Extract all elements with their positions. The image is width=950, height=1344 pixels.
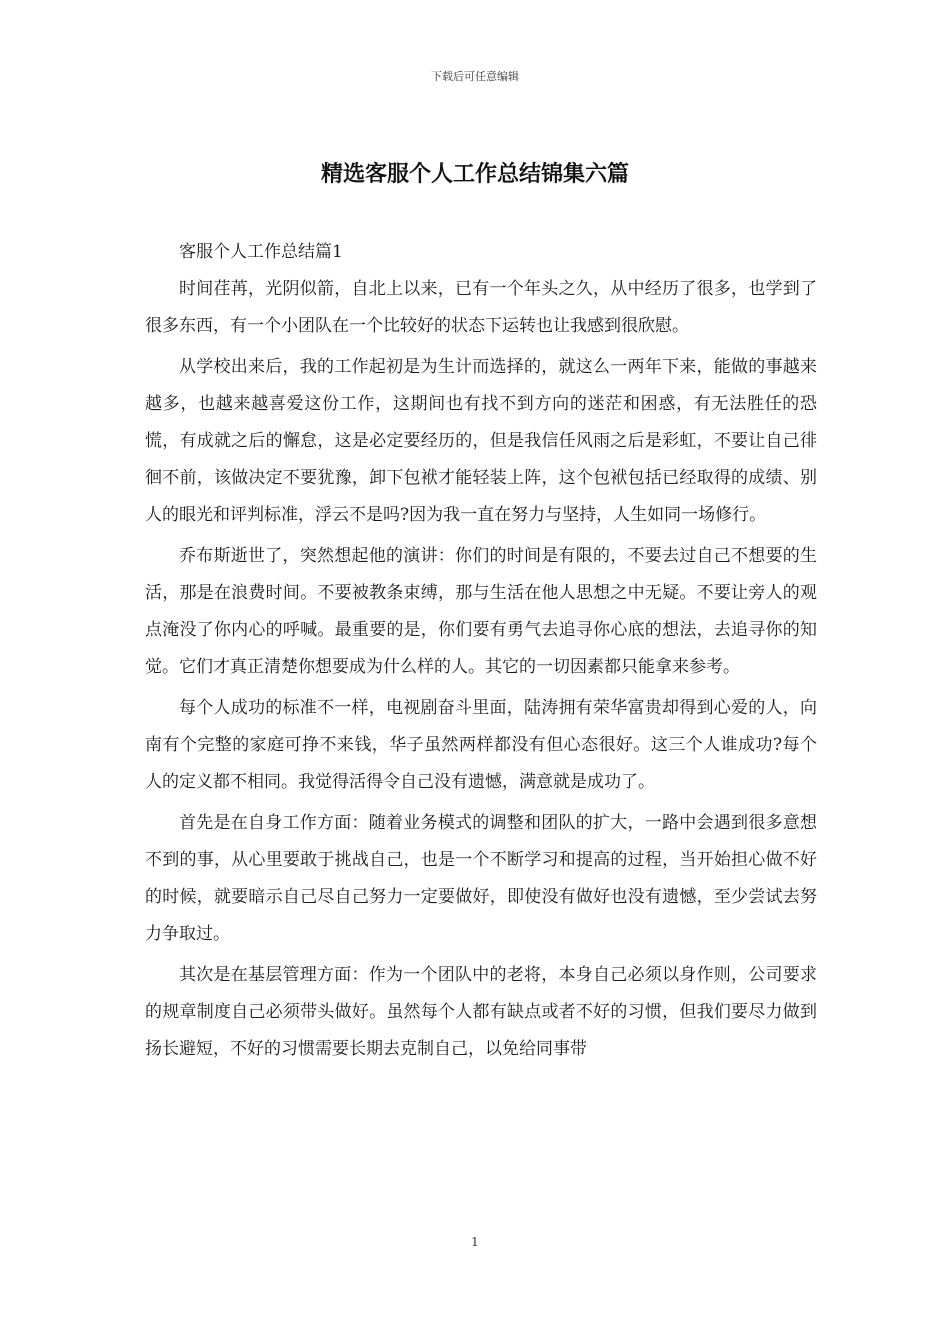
header-note: 下载后可任意编辑 (431, 70, 519, 83)
paragraph: 乔布斯逝世了，突然想起他的演讲：你们的时间是有限的，不要去过自己不想要的生活，那是在浪费时间。不要被教条束缚，那与生活在他人思想之中无疑。不要让旁人的观点淹没了你内心的呼喊。最重要的是，你们要有勇气去追寻你心底的想法，去追寻你的知觉。它们才真正清楚你想要成为什么样的人。其它的一切因素都只能拿来参考。 (145, 546, 817, 677)
document-body (145, 234, 817, 1072)
document-title: 精选客服个人工作总结锦集六篇 (320, 161, 629, 187)
section-heading: 客服个人工作总结篇1 (179, 242, 343, 262)
paragraph: 时间荏苒，光阴似箭，自北上以来，已有一个年头之久，从中经历了很多，也学到了很多东西，有一个小团队在一个比较好的状态下运转也让我感到很欣慰。 (145, 279, 817, 336)
paragraph: 其次是在基层管理方面：作为一个团队中的老将，本身自己必须以身作则，公司要求的规章制度自己必须带头做好。虽然每个人都有缺点或者不好的习惯，但我们要尽力做到扬长避短，不好的习惯需要长期去克制自己，以免给同事带 (145, 965, 817, 1059)
page-number: 1 (471, 1235, 479, 1249)
paragraph: 首先是在自身工作方面：随着业务模式的调整和团队的扩大，一路中会遇到很多意想不到的事，从心里要敢于挑战自己，也是一个不断学习和提高的过程，当开始担心做不好的时候，就要暗示自己尽自己努力一定要做好，即使没有做好也没有遗憾，至少尝试去努力争取过。 (145, 813, 817, 944)
paragraph: 每个人成功的标准不一样，电视剧奋斗里面，陆涛拥有荣华富贵却得到心爱的人，向南有个完整的家庭可挣不来钱，华子虽然两样都没有但心态很好。这三个人谁成功?每个人的定义都不相同。我觉得活得令自己没有遗憾，满意就是成功了。 (145, 698, 817, 792)
paragraph: 从学校出来后，我的工作起初是为生计而选择的，就这么一两年下来，能做的事越来越多，也越来越喜爱这份工作，这期间也有找不到方向的迷茫和困惑，有无法胜任的恐慌，有成就之后的懈怠，这是必定要经历的，但是我信任风雨之后是彩虹，不要让自己徘徊不前，该做决定不要犹豫，卸下包袱才能轻装上阵，这个包袱包括已经取得的成绩、别人的眼光和评判标准，浮云不是吗?因为我一直在努力与坚持，人生如同一场修行。 (145, 357, 817, 525)
